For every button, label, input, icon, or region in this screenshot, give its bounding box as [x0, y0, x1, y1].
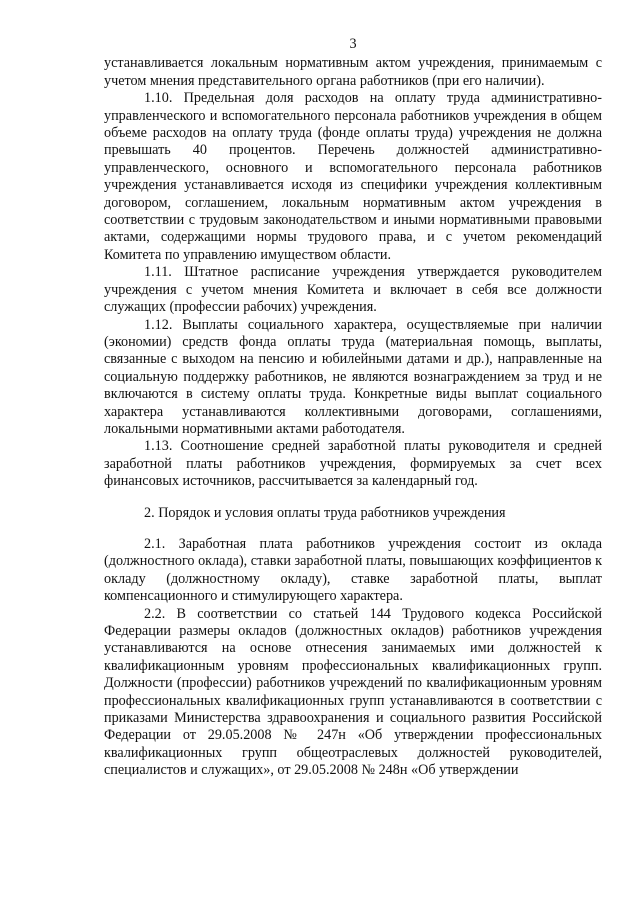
- paragraph-2-2: 2.2. В соответствии со статьей 144 Трудового кодекса Российской Федерации размеры окладов (должностных окладов) работников учреждения устанавливаются на основе отнесения занимаемых ими должностей к квалификационным уровням профессиональных квалификационных групп. Должности (профессии) работников учреждений по квалификационным уровням профессиональных квалификационных групп устанавливаются в соответствии с приказами Министерства здравоохранения и социального развития Российской Федерации от 29.05.2008 № 247н «Об утверждении профессиональных квалификационных групп общеотраслевых должностей руководителей, специалистов и служащих», от 29.05.2008 № 248н «Об утверждении: [104, 605, 602, 779]
- paragraph-continuation: устанавливается локальным нормативным актом учреждения, принимаемым с учетом мнения представительного органа работников (при его наличии).: [104, 55, 602, 89]
- paragraph-1-10: 1.10. Предельная доля расходов на оплату труда административно-управленческого и вспомогательного персонала работников учреждения в общем объеме расходов на оплату труда (фонде оплаты труда) учреждения не должна превышать 40 процентов. Перечень должностей административно-управленческого, основного и вспомогательного персонала работников учреждения устанавливается исходя из специфики учреждения коллективным договором, соглашением, локальным нормативным актом учреждения в соответствии с трудовым законодательством и иными нормативными правовыми актами, содержащими нормы трудового права, и с учетом рекомендаций Комитета по управлению имуществом области.: [104, 90, 602, 263]
- paragraph-1-13: 1.13. Соотношение средней заработной платы руководителя и средней заработной платы работников учреждения, формируемых за счет всех финансовых источников, рассчитывается за календарный год.: [104, 438, 602, 490]
- page-number: 3: [349, 36, 357, 52]
- section-heading: 2. Порядок и условия оплаты труда работников учреждения: [144, 504, 506, 521]
- paragraph-1-11: 1.11. Штатное расписание учреждения утверждается руководителем учреждения с учетом мнения Комитета и включает в себя все должности служащих (профессии рабочих) учреждения.: [104, 264, 602, 316]
- paragraph-1-12: 1.12. Выплаты социального характера, осуществляемые при наличии (экономии) средств фонда оплаты труда (материальная помощь, выплаты, связанные с выходом на пенсию и юбилейными датами и др.), направленные на социальную поддержку работников, не являются вознаграждением за труд и не включаются в систему оплаты труда. Конкретные виды выплат социального характера устанавливаются коллективными договорами, соглашениями, локальными нормативными актами работодателя.: [104, 316, 602, 437]
- document-page: [104, 36, 602, 780]
- paragraph-2-1: 2.1. Заработная плата работников учреждения состоит из оклада (должностного оклада), ставки заработной платы, повышающих коэффициентов к окладу (должностному окладу), ставке заработной платы, выплат компенсационного и стимулирующего характера.: [104, 535, 602, 605]
